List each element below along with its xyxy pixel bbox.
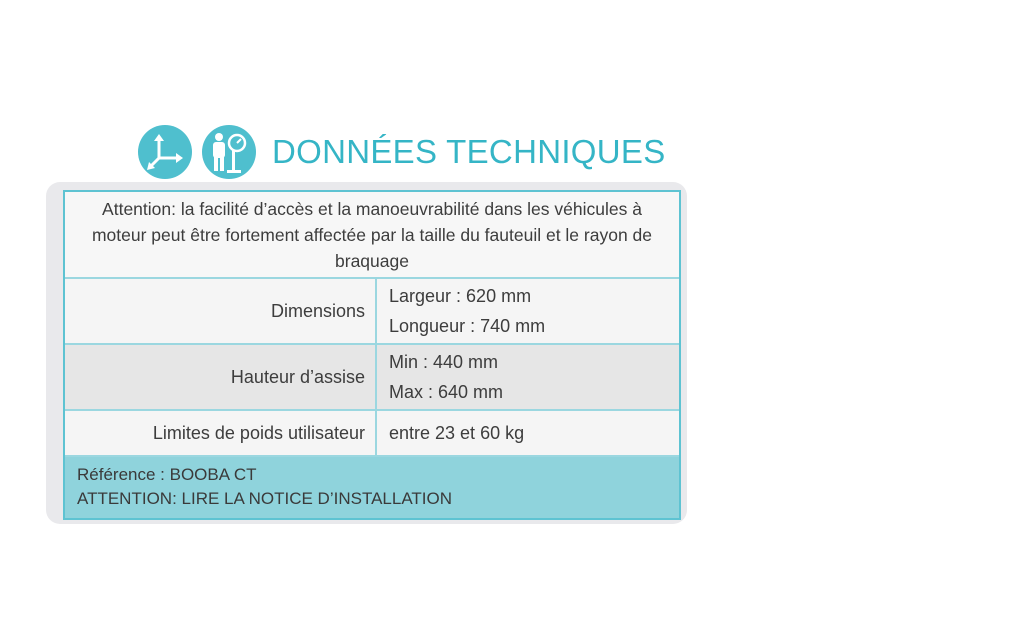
dimensions-axes-icon	[138, 125, 192, 179]
max-height-value: Max : 640 mm	[389, 382, 504, 402]
weight-range-value: entre 23 et 60 kg	[389, 423, 525, 443]
section-header	[138, 122, 666, 182]
table-row-dimensions	[65, 279, 679, 345]
person-weight-scale-icon	[202, 125, 256, 179]
width-value: Largeur : 620 mm	[389, 286, 532, 306]
row-label: Dimensions	[65, 279, 377, 343]
specs-table	[63, 190, 681, 520]
reference-text: Référence : BOOBA CT	[77, 465, 257, 484]
accessibility-notice: Attention: la facilité d’accès et la manoeuvrabilité dans les véhicules à moteur peut être fortement affectée par la taille du fauteuil et le rayon de braquage	[65, 192, 679, 279]
table-row-seat-height	[65, 345, 679, 411]
row-values	[377, 279, 679, 343]
installation-warning: ATTENTION: LIRE LA NOTICE D’INSTALLATION	[77, 489, 453, 508]
row-values	[377, 345, 679, 409]
row-values	[377, 411, 679, 455]
reference-footer	[65, 457, 679, 520]
page-title: DONNÉES TECHNIQUES	[272, 133, 666, 170]
row-label: Limites de poids utilisateur	[65, 411, 377, 455]
min-height-value: Min : 440 mm	[389, 352, 499, 372]
length-value: Longueur : 740 mm	[389, 316, 546, 336]
table-row-weight-limits	[65, 411, 679, 457]
row-label: Hauteur d’assise	[65, 345, 377, 409]
